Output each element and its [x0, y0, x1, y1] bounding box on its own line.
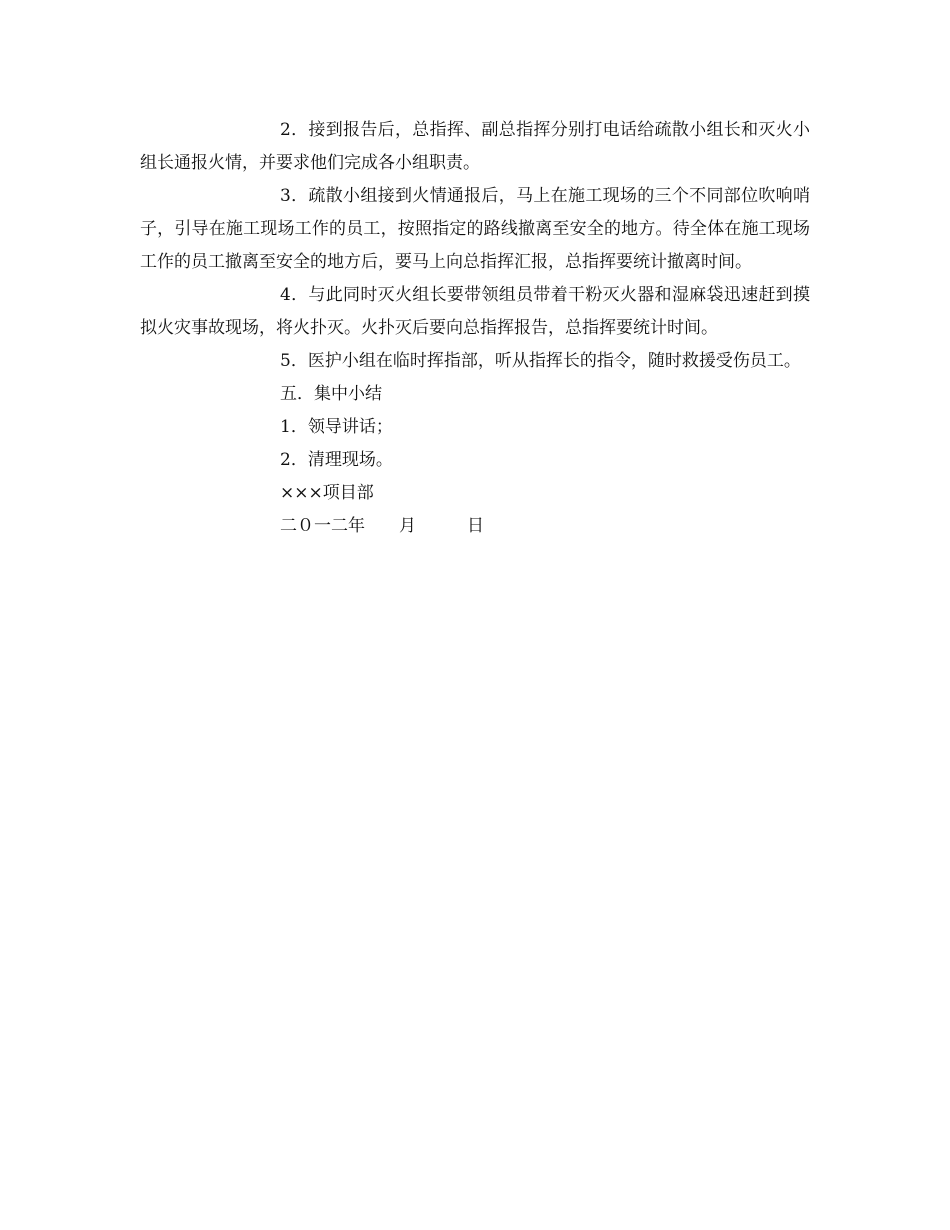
- paragraph-4: 4．与此同时灭火组长要带领组员带着干粉灭火器和湿麻袋迅速赶到摸拟火灾事故现场，将火扑灭。火扑灭后要向总指挥报告，总指挥要统计时间。: [140, 285, 810, 338]
- document-body: [140, 114, 810, 543]
- paragraph-3: 3．疏散小组接到火情通报后，马上在施工现场的三个不同部位吹响哨子，引导在施工现场工作的员工，按照指定的路线撤离至安全的地方。待全体在施工现场工作的员工撤离至安全的地方后，要马上向总指挥汇报，总指挥要统计撤离时间。: [140, 186, 810, 272]
- signature-org: ×××项目部: [280, 483, 374, 503]
- paragraph-5: 5．医护小组在临时挥指部，听从指挥长的指令，随时救援受伤员工。: [280, 351, 801, 371]
- summary-item-2: 2．清理现场。: [280, 450, 393, 470]
- paragraph-2: 2．接到报告后，总指挥、副总指挥分别打电话给疏散小组长和灭火小组长通报火情，并要求他们完成各小组职责。: [140, 120, 810, 173]
- summary-item-1: 1．领导讲话；: [280, 417, 393, 437]
- signature-date: 二０一二年 月 日: [280, 516, 484, 536]
- section-heading: 五．集中小结: [280, 384, 382, 404]
